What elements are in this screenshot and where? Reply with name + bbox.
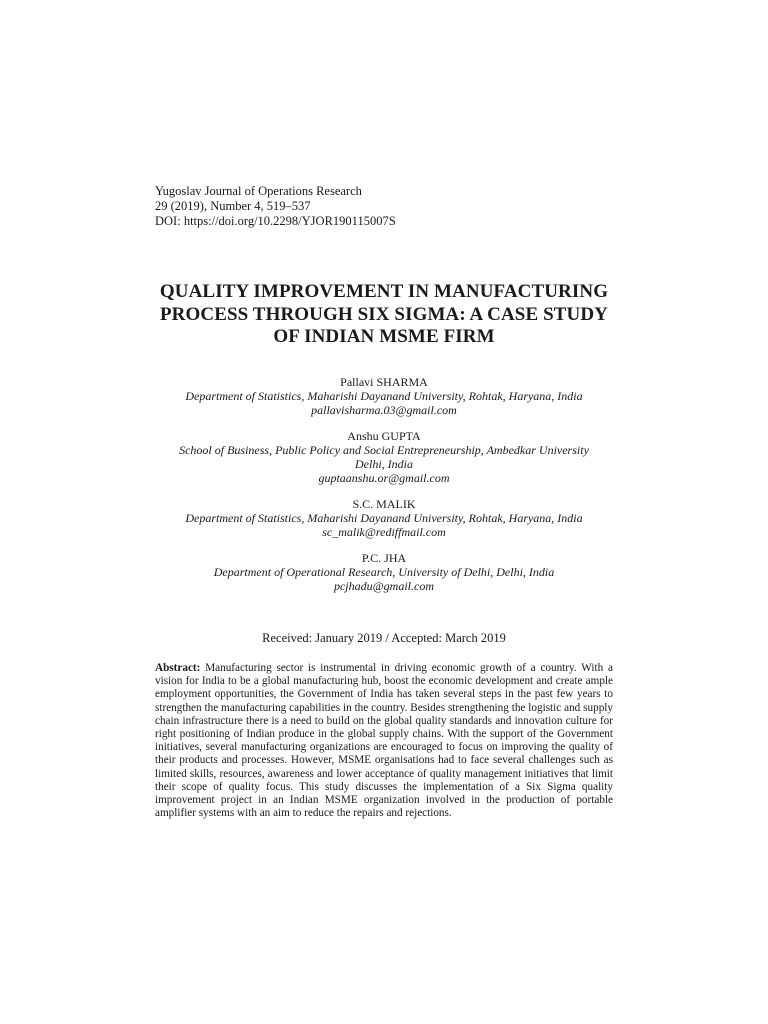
title-line: QUALITY IMPROVEMENT IN MANUFACTURING (159, 281, 609, 302)
author-affiliation: Delhi, India (355, 457, 413, 471)
author-email: sc_malik@rediffmail.com (322, 525, 446, 539)
received-accepted-dates: Received: January 2019 / Accepted: March 2019 (262, 631, 506, 645)
author-block (140, 497, 628, 539)
author-affiliation: Department of Statistics, Maharishi Dayanand University, Rohtak, Haryana, India (185, 511, 583, 525)
author-block (140, 375, 628, 417)
author-email: pcjhadu@gmail.com (333, 579, 435, 593)
author-affiliation: Department of Operational Research, University of Delhi, Delhi, India (213, 565, 555, 579)
abstract-text: Manufacturing sector is instrumental in driving economic growth of a country. With a vision for India to be a global manufacturing hub, boost the economic development and create ample employment opportunities, the Government of India has taken several steps in the past few years to strengthen the manufacturing capabilities in the country. Besides strengthening the logistic and supply chain infrastructure there is a need to build on the global quality standards and innovation culture for right positioning of Indian produce in the global supply chains. With the support of the Government initiatives, several manufacturing organizations are encouraged to focus on improving the quality of their products and processes. However, MSME organisations had to face several challenges such as limited skills, resources, awareness and lower acceptance of quality management initiatives that limit their scope of quality focus. This study discusses the implementation of a Six Sigma quality improvement project in an Indian MSME organization involved in the production of portable amplifier systems with an aim to reduce the repairs and rejections. (155, 662, 614, 820)
author-name: S.C. MALIK (352, 497, 416, 511)
author-block (140, 429, 628, 485)
author-email: pallavisharma.03@gmail.com (311, 403, 457, 417)
author-name: P.C. JHA (361, 551, 407, 565)
author-list (140, 375, 628, 605)
paper-title (100, 281, 668, 349)
author-email: guptaanshu.or@gmail.com (318, 471, 450, 485)
author-block (140, 551, 628, 593)
author-affiliation: Department of Statistics, Maharishi Dayanand University, Rohtak, Haryana, India (185, 389, 583, 403)
journal-info (155, 184, 396, 229)
author-name: Anshu GUPTA (347, 429, 421, 443)
title-line: OF INDIAN MSME FIRM (273, 326, 495, 347)
journal-doi: DOI: https://doi.org/10.2298/YJOR190115007S (155, 214, 396, 228)
abstract-label: Abstract: (155, 662, 206, 674)
abstract (155, 662, 613, 820)
author-affiliation: School of Business, Public Policy and Social Entrepreneurship, Ambedkar University (179, 443, 589, 457)
journal-volume: 29 (2019), Number 4, 519–537 (155, 199, 311, 213)
title-line: PROCESS THROUGH SIX SIGMA: A CASE STUDY (159, 303, 609, 325)
journal-name: Yugoslav Journal of Operations Research (155, 184, 362, 198)
author-name: Pallavi SHARMA (340, 375, 428, 389)
